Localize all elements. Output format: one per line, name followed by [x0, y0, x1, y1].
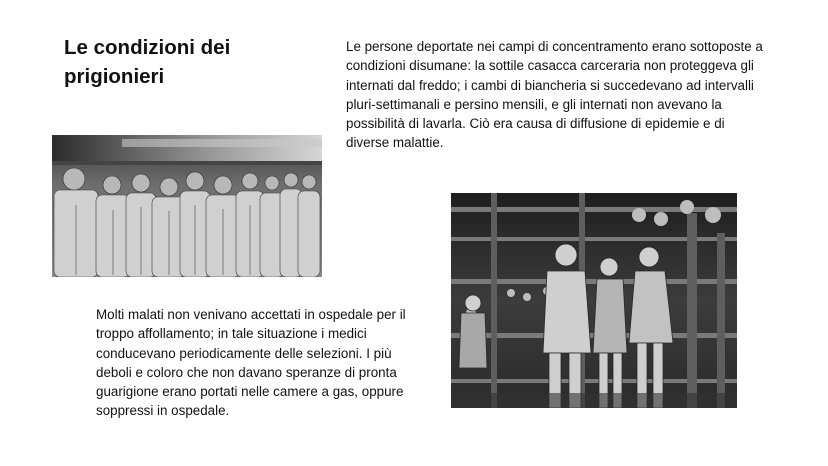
- prisoners-line-photo: [52, 135, 322, 277]
- barracks-bunks-photo: [451, 193, 737, 408]
- title-line-1: Le condizioni dei: [64, 36, 231, 59]
- bottom-paragraph: Molti malati non venivano accettati in ospedale per il troppo affollamento; in tale situazione i medici conducevano periodicamente delle selezioni. I più deboli e coloro che non davano speranze di pronta guarigione erano portati nelle camere a gas, oppure soppressi in ospedale.: [96, 307, 406, 419]
- title-line-2: prigionieri: [64, 65, 165, 88]
- top-paragraph: Le persone deportate nei campi di concentramento erano sottoposte a condizioni disumane: la sottile casacca carceraria non proteggeva gli internati dal freddo; i cambi di biancheria si succedevano ad intervalli pluri-settimanali e persino mensili, e gli internati non avevano la possibilità di lavarla. Ciò era causa di diffusione di epidemie e di diverse malattie.: [346, 39, 763, 151]
- slide-title: [64, 33, 314, 91]
